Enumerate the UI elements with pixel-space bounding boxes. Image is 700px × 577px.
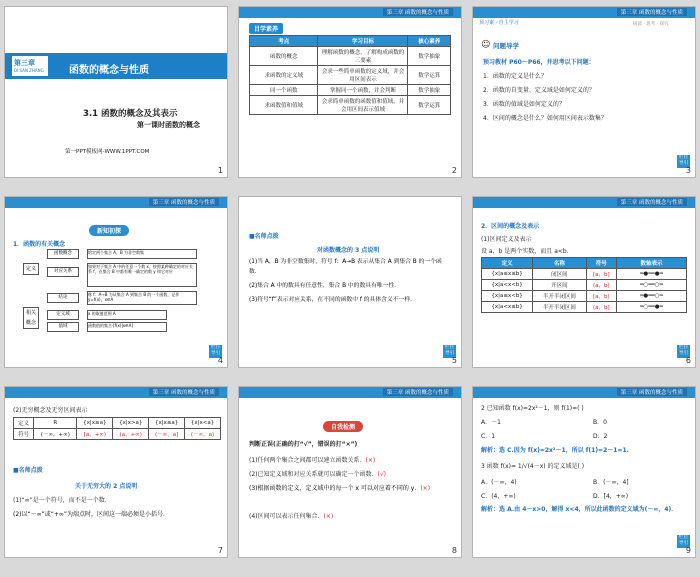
slide-title: 问题导学 — [493, 42, 519, 50]
section-title: 3.1 函数的概念及其表示 — [83, 109, 178, 119]
return-button[interactable]: 栏目导引 — [679, 155, 688, 166]
header-bar: 第三章 函数的概念与性质 — [5, 197, 227, 208]
header-bar: 第三章 函数的概念与性质 — [239, 7, 461, 18]
slide-number: 5 — [451, 356, 457, 365]
side-label: 研读 · 思考 · 探究 — [633, 22, 669, 27]
tip-title: 关于无穷大的 2 点说明 — [75, 483, 138, 490]
infinity-table: 定义 R {x|x≥a} {x|x>a} {x|x≤a} {x|x<a} 符号 (－∞，+∞) [a，+∞) (a，+∞) (－∞，a] (－∞，a) — [13, 417, 221, 440]
note-line: (2)以“－∞”或“+∞”为端点时，区间这一端必须是小括号． — [13, 511, 169, 518]
slide-title: (2)无穷概念及无穷区间表示 — [13, 407, 88, 414]
diagram-note: 函数值的集合{f(x)|x∈A} — [87, 322, 167, 332]
section-badge: 新知初探 — [89, 225, 129, 236]
answer: 解析：选 A.由 4－x>0，解得 x<4，所以此函数的定义域为(－∞，4)． — [481, 506, 678, 513]
slide-number: 8 — [451, 546, 457, 555]
slide-number: 9 — [685, 546, 691, 555]
diagram-box: 值域 — [47, 322, 79, 332]
return-button[interactable]: 栏目导引 — [679, 535, 688, 546]
header-bar: 第三章 函数的概念与性质 — [473, 197, 695, 208]
question-item: 1．函数的定义是什么？ — [483, 73, 547, 80]
question: 2 已知函数 f(x)=2x²－1，则 f(1)=( ) — [481, 405, 584, 412]
header-bar: 第三章 函数的概念与性质 — [5, 387, 227, 398]
return-button[interactable]: 栏目导引 — [445, 345, 454, 356]
diagram-box: 结论 — [47, 293, 79, 303]
question-item: 4．区间的概念是什么？如何用区间表示数集？ — [483, 115, 607, 122]
diagram-box: 定义 — [23, 263, 39, 275]
lead-text: 判断正误(正确的打“√”，错误的打“×”) — [249, 441, 358, 448]
section-badge: 目学素养 — [249, 23, 283, 34]
diagram-box: 定义域 — [47, 310, 79, 320]
option: A．－1 — [481, 419, 501, 426]
slide-thumbnail-2[interactable] — [238, 6, 462, 178]
slide-thumbnail-5[interactable] — [238, 196, 462, 368]
header-bar: 第三章 函数的概念与性质 — [239, 387, 461, 398]
option: B．0 — [593, 419, 607, 426]
question-icon: ☺ — [481, 40, 491, 50]
option: B．(－∞，4] — [593, 479, 629, 486]
chapter-box: 第三章 DI SAN ZHANG — [11, 55, 49, 77]
option: D．2 — [593, 433, 608, 440]
slide-thumbnail-1[interactable] — [4, 6, 228, 178]
diagram-note: 如果对于集合 A 中的任意一个数 x，按照某种确定的对应关系 f，在集合 B 中都有唯一确定的数 y 和它对应 — [87, 263, 197, 287]
section-badge: 自我检测 — [323, 421, 363, 432]
question-item: 2．函数的自变量、定义域是如何定义的？ — [483, 87, 595, 94]
slide-title: 1．函数的有关概念 — [13, 241, 66, 248]
slide-thumbnail-4[interactable] — [4, 196, 228, 368]
slide-thumbnail-3[interactable] — [472, 6, 696, 178]
lead-text: 预习教材 P60～P66，并思考以下问题： — [483, 59, 595, 66]
tip-tag: ■名师点拨 — [249, 233, 279, 240]
check-item: (2)已知定义域和对应关系就可以确定一个函数．(√) — [249, 471, 387, 478]
slide-number: 7 — [217, 546, 223, 555]
slide-title: 2．区间的概念及表示 — [481, 223, 540, 230]
subtitle: (1)区间定义及表示 — [481, 236, 532, 243]
question: 3 函数 f(x)= 1/√(4－x) 的定义域是( ) — [481, 463, 585, 470]
slide-number: 6 — [685, 356, 691, 365]
diagram-box: 函数概念 — [47, 249, 79, 259]
option: A．(－∞，4) — [481, 479, 517, 486]
option: C．1 — [481, 433, 496, 440]
diagram-box: 对应关系 — [47, 267, 79, 277]
check-item: (3)根据函数的定义，定义域中的每一个 x 可以对应着不同的 y．(×) — [249, 485, 431, 492]
chapter-title: 函数的概念与性质 — [69, 65, 149, 76]
diagram-box: 相关概念 — [23, 307, 39, 329]
answer: 解析：选 C.因为 f(x)=2x²－1，所以 f(1)=2－1=1. — [481, 447, 629, 454]
note-line: (1)当 A，B 为非空数集时，符号 f：A→B 表示从集合 A 到集合 B 的一个函数． — [249, 259, 442, 275]
slide-thumbnail-7[interactable] — [4, 386, 228, 558]
tip-tag: ■名师点拨 — [13, 467, 43, 474]
slide-number: 1 — [217, 166, 223, 175]
slide-number: 3 — [685, 166, 691, 175]
lead-text: 设 a，b 是两个实数，而且 a<b． — [481, 248, 573, 255]
top-label: 预习案 · 自主学习 — [479, 20, 519, 26]
footer-text: 第一PPT模板网-WWW.1PPT.COM — [65, 149, 150, 155]
slide-number: 4 — [217, 356, 223, 365]
slide-thumbnail-8[interactable] — [238, 386, 462, 558]
slide-thumbnail-9[interactable] — [472, 386, 696, 558]
check-item: (4)区间可以表示任何集合．(×) — [249, 513, 334, 520]
check-item: (1)任何两个集合之间都可以建立函数关系．(×) — [249, 457, 376, 464]
slide-title: 对函数概念的 3 点说明 — [317, 247, 380, 254]
objectives-table: 考点 学习目标 核心素养 函数的概念 理解函数的概念，了解构成函数的三要素 数学抽象 求函数的定义域 会求一些简单函数的定义域，并会用区间表示 数学运算 同一个函数 掌握同一个函数，并会判断 数学抽象 求函数值和值域 会求简单函数的函数值和值域，并会用区间表示值域 数学运算 — [249, 35, 451, 115]
diagram-note: 给定两个集合 A，B 为非空数集 — [87, 249, 197, 259]
slide-number: 2 — [451, 166, 457, 175]
return-button[interactable]: 栏目导引 — [679, 345, 688, 356]
note-line: (1)“∞”是一个符号，而不是一个数． — [13, 497, 111, 504]
slide-thumbnail-6[interactable] — [472, 196, 696, 368]
diagram-note: 称 f：A→B 为从集合 A 到集合 B 的一个函数，记作 y=f(x)，x∈A — [87, 291, 197, 305]
subsection-title: 第一课时函数的概念 — [137, 121, 200, 129]
diagram-note: x 的取值范围 A — [87, 310, 167, 320]
option: C．(4，+∞) — [481, 493, 516, 500]
note-line: (3)符号“f”表示对应关系，在不同的函数中 f 的具体含义不一样． — [249, 297, 416, 303]
note-line: (2)集合 A 中的数具有任意性，集合 B 中的数具有唯一性． — [249, 283, 401, 289]
header-bar: 第三章 函数的概念与性质 — [473, 7, 695, 18]
interval-table: 定义 名称 符号 数轴表示 {x|a≤x≤b} 闭区间 [a，b] ━●━━●━ {x|a<x<b} 开区间 (a，b) ━○━━○━ {x|a≤x<b} 半开半闭区间 [a，b) ━●━━○━ {x|a<x≤b} 半开半闭区间 (a，b] ━○━━●━ — [481, 257, 687, 313]
return-button[interactable]: 栏目导引 — [211, 345, 220, 356]
option: D．[4，+∞) — [593, 493, 629, 500]
question-item: 3．函数的值域是如何定义的？ — [483, 101, 565, 108]
header-bar: 第三章 函数的概念与性质 — [473, 387, 695, 398]
